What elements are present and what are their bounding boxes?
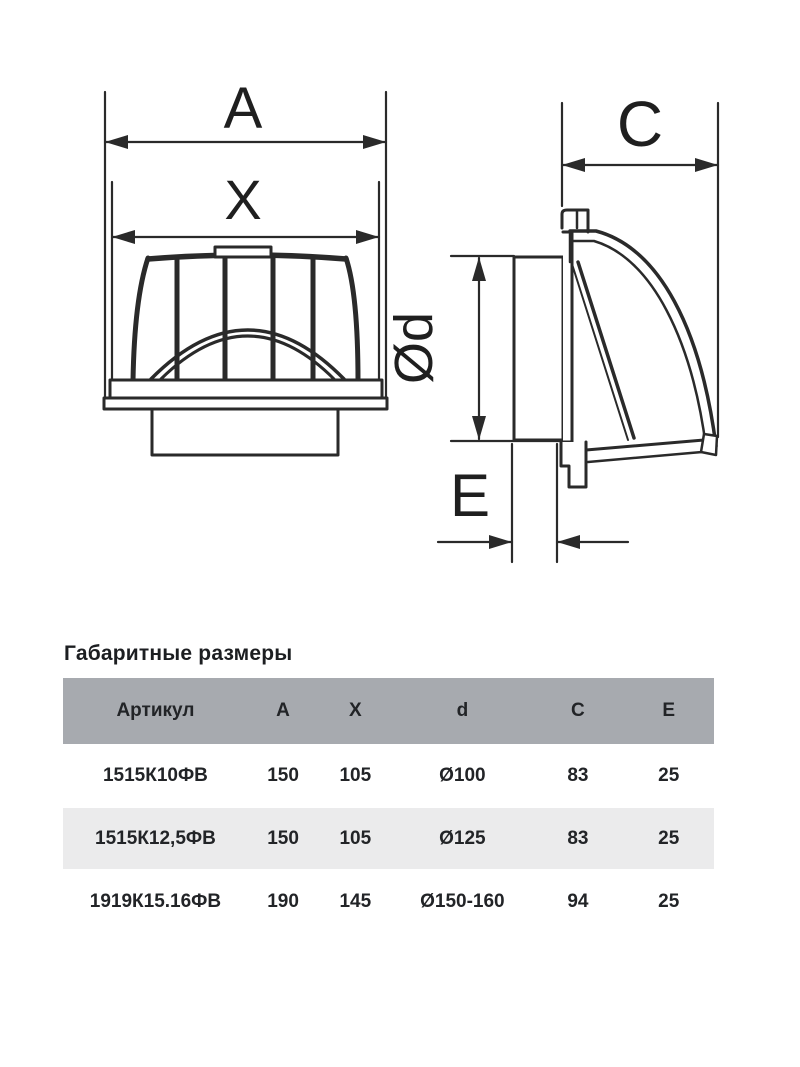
front-view [104, 76, 387, 455]
cell-d: Ø100 [439, 765, 486, 786]
side-hood [570, 231, 717, 462]
col-header-article: Артикул [116, 700, 195, 721]
dim-x [112, 168, 379, 396]
cell-e: 25 [658, 891, 680, 912]
cell-a: 150 [267, 827, 299, 849]
cell-article: 1515К10ФВ [102, 765, 208, 786]
cell-c: 94 [567, 891, 589, 912]
dim-label-e: E [449, 462, 491, 529]
cell-a: 190 [267, 891, 299, 912]
dim-label-d: Ød [384, 311, 444, 385]
col-header-c: C [571, 700, 585, 721]
hood-bottom-lip [701, 434, 717, 455]
col-header-d: d [456, 700, 469, 721]
cell-c: 83 [567, 827, 589, 849]
cage-top-tab [215, 247, 271, 257]
cell-a: 150 [267, 765, 299, 786]
col-header-x: X [348, 700, 362, 721]
table-row [63, 869, 714, 935]
cell-d: Ø125 [439, 827, 486, 849]
side-duct [514, 257, 563, 440]
dim-label-x: X [224, 168, 262, 231]
cell-x: 145 [339, 891, 372, 912]
dim-a [105, 76, 386, 401]
col-header-a: A [276, 700, 290, 721]
dim-label-c: C [616, 88, 664, 160]
cell-article: 1919К15.16ФВ [89, 891, 222, 912]
side-flange [561, 210, 588, 487]
cell-c: 83 [567, 765, 589, 786]
dimensions-table [63, 678, 714, 935]
col-header-e: E [662, 700, 676, 721]
table-title: Габаритные размеры [64, 642, 293, 665]
cell-x: 105 [339, 827, 372, 849]
cell-d: Ø150-160 [420, 891, 505, 912]
dim-label-a: A [223, 76, 263, 141]
cell-article: 1515К12,5ФВ [95, 827, 216, 849]
cell-e: 25 [658, 765, 680, 786]
cell-x: 105 [339, 765, 372, 786]
side-view [384, 88, 718, 562]
cell-e: 25 [658, 827, 680, 849]
front-duct-spigot [152, 409, 338, 455]
front-mounting-plate [104, 380, 387, 409]
table-header-row [63, 678, 714, 744]
front-grille-cage [133, 247, 358, 381]
table-row [63, 744, 714, 808]
table-row [63, 808, 714, 869]
